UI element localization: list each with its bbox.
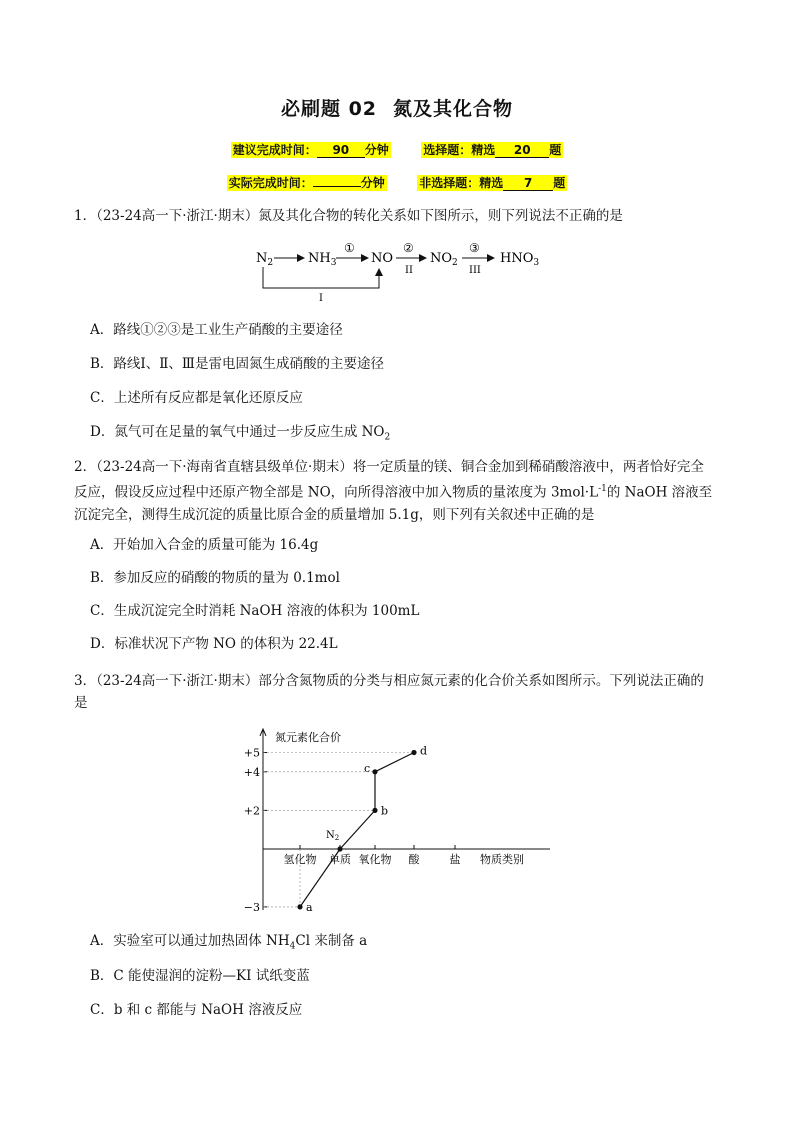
q2-line-2: 反应，假设反应过程中还原产物全部是 NO，向所得溶液中加入物质的量浓度为 $3mol\cdot L^{-1}$的 NaOH 溶液至 — [74, 484, 713, 501]
point-label-c: c — [364, 761, 371, 775]
q3-option-a: A．实验室可以通过加热固体 $NH_4Cl$ 来制备 a — [90, 933, 368, 952]
species-hno3: $HNO_3$ — [500, 251, 540, 268]
nonchoice-count-box: 非选择题：精选 7 题 — [419, 176, 566, 190]
y-tick-label: +5 — [243, 746, 260, 760]
route-1-label: I — [319, 293, 323, 304]
point-b — [372, 808, 377, 813]
page-title — [0, 94, 794, 121]
x-category-label: 酸 — [408, 853, 420, 866]
step-2-label: ② — [403, 241, 414, 255]
question-2-stem — [74, 456, 724, 526]
species-n2: $N_2$ — [256, 251, 274, 268]
point-c — [372, 769, 377, 774]
q3-option-c: C．b 和 c 都能与 NaOH 溶液反应 — [90, 1002, 303, 1018]
species-nh3: $NH_3$ — [308, 251, 337, 268]
step-3-label: ③ — [469, 241, 480, 255]
point-label-a: a — [306, 900, 313, 914]
x-category-label: 单质 — [329, 853, 351, 866]
y-tick-label: +2 — [243, 804, 260, 818]
species-no2: $NO_2$ — [430, 251, 458, 268]
y-axis-label: 氮元素化合价 — [275, 731, 341, 744]
q2-line-1: 2．（23-24高一下·海南省直辖县级单位·期末）将一定质量的镁、铜合金加到稀硝酸溶液中，两者恰好完全 — [74, 459, 704, 475]
x-categories — [284, 845, 461, 866]
question-1-stem: 1．（23-24高一下·浙江·期末）氮及其化合物的转化关系如下图所示，则下列说法不正确的是 — [74, 208, 623, 224]
q2-option-c: C．生成沉淀完全时消耗 NaOH 溶液的体积为 100mL — [90, 603, 420, 619]
x-category-label: 氢化物 — [283, 853, 317, 866]
q3-line-2: 是 — [74, 695, 88, 711]
point-label-d: d — [420, 744, 428, 758]
suggested-time-value: 90 — [317, 143, 365, 158]
x-category-label: 氧化物 — [358, 853, 392, 866]
actual-time-line — [0, 174, 794, 191]
step-1-label: ① — [344, 241, 355, 255]
y-tick-label: +4 — [243, 765, 260, 779]
segment-c-d — [375, 753, 414, 772]
q1-option-a: A．路线①②③是工业生产硝酸的主要途径 — [90, 322, 343, 338]
y-tick-label: −3 — [243, 900, 260, 914]
route-3-label: III — [469, 265, 481, 276]
x-axis-label: 物质类别 — [480, 853, 524, 866]
choice-count-box: 选择题：精选 20 题 — [423, 143, 562, 157]
species-no: NO — [371, 251, 394, 266]
point-d — [411, 750, 416, 755]
title-topic: 氮及其化合物 — [393, 98, 514, 120]
q3-line-1: 3．（23-24高一下·浙江·期末）部分含氮物质的分类与相应氮元素的化合价关系如图所示。下列说法正确的 — [74, 673, 704, 689]
n2-label: $N_2$ — [326, 830, 340, 842]
suggested-time-line — [0, 141, 794, 158]
actual-time-value — [313, 186, 361, 187]
title-number: 必刷题 02 — [280, 98, 378, 120]
q1-option-c: C．上述所有反应都是氧化还原反应 — [90, 390, 303, 406]
point-a — [297, 904, 302, 909]
q3-option-b: B．C 能使湿润的淀粉—KI 试纸变蓝 — [90, 968, 310, 984]
suggested-time-box: 建议完成时间： 90 分钟 — [232, 143, 389, 157]
route-2-label: II — [405, 265, 413, 276]
x-category-label: 盐 — [449, 853, 461, 866]
route-1-connector — [263, 267, 379, 288]
point-n2 — [337, 846, 342, 851]
segment-n2-b — [340, 810, 375, 849]
actual-time-box: 实际完成时间： 分钟 — [228, 176, 385, 190]
chart-series — [263, 745, 427, 914]
q2-line-3: 沉淀完全，测得生成沉淀的质量比原合金的质量增加 5.1g，则下列有关叙述中正确的是 — [74, 506, 595, 523]
point-label-b: b — [381, 804, 389, 818]
nonchoice-count-value: 7 — [503, 176, 553, 191]
q1-conversion-diagram — [250, 240, 560, 305]
q2-option-a: A．开始加入合金的质量可能为 16.4g — [90, 537, 319, 553]
question-3-stem — [74, 670, 724, 714]
q1-option-d: D．氮气可在足量的氧气中通过一步反应生成 $NO_2$ — [90, 424, 391, 443]
q1-option-b: B．路线Ⅰ、Ⅱ、Ⅲ是雷电固氮生成硝酸的主要途径 — [90, 356, 384, 372]
choice-count-value: 20 — [495, 143, 549, 158]
q2-option-b: B．参加反应的硝酸的物质的量为 0.1mol — [90, 570, 340, 586]
q3-valence-chart — [240, 725, 560, 920]
q2-option-d: D．标准状况下产物 NO 的体积为 22.4L — [90, 636, 338, 652]
